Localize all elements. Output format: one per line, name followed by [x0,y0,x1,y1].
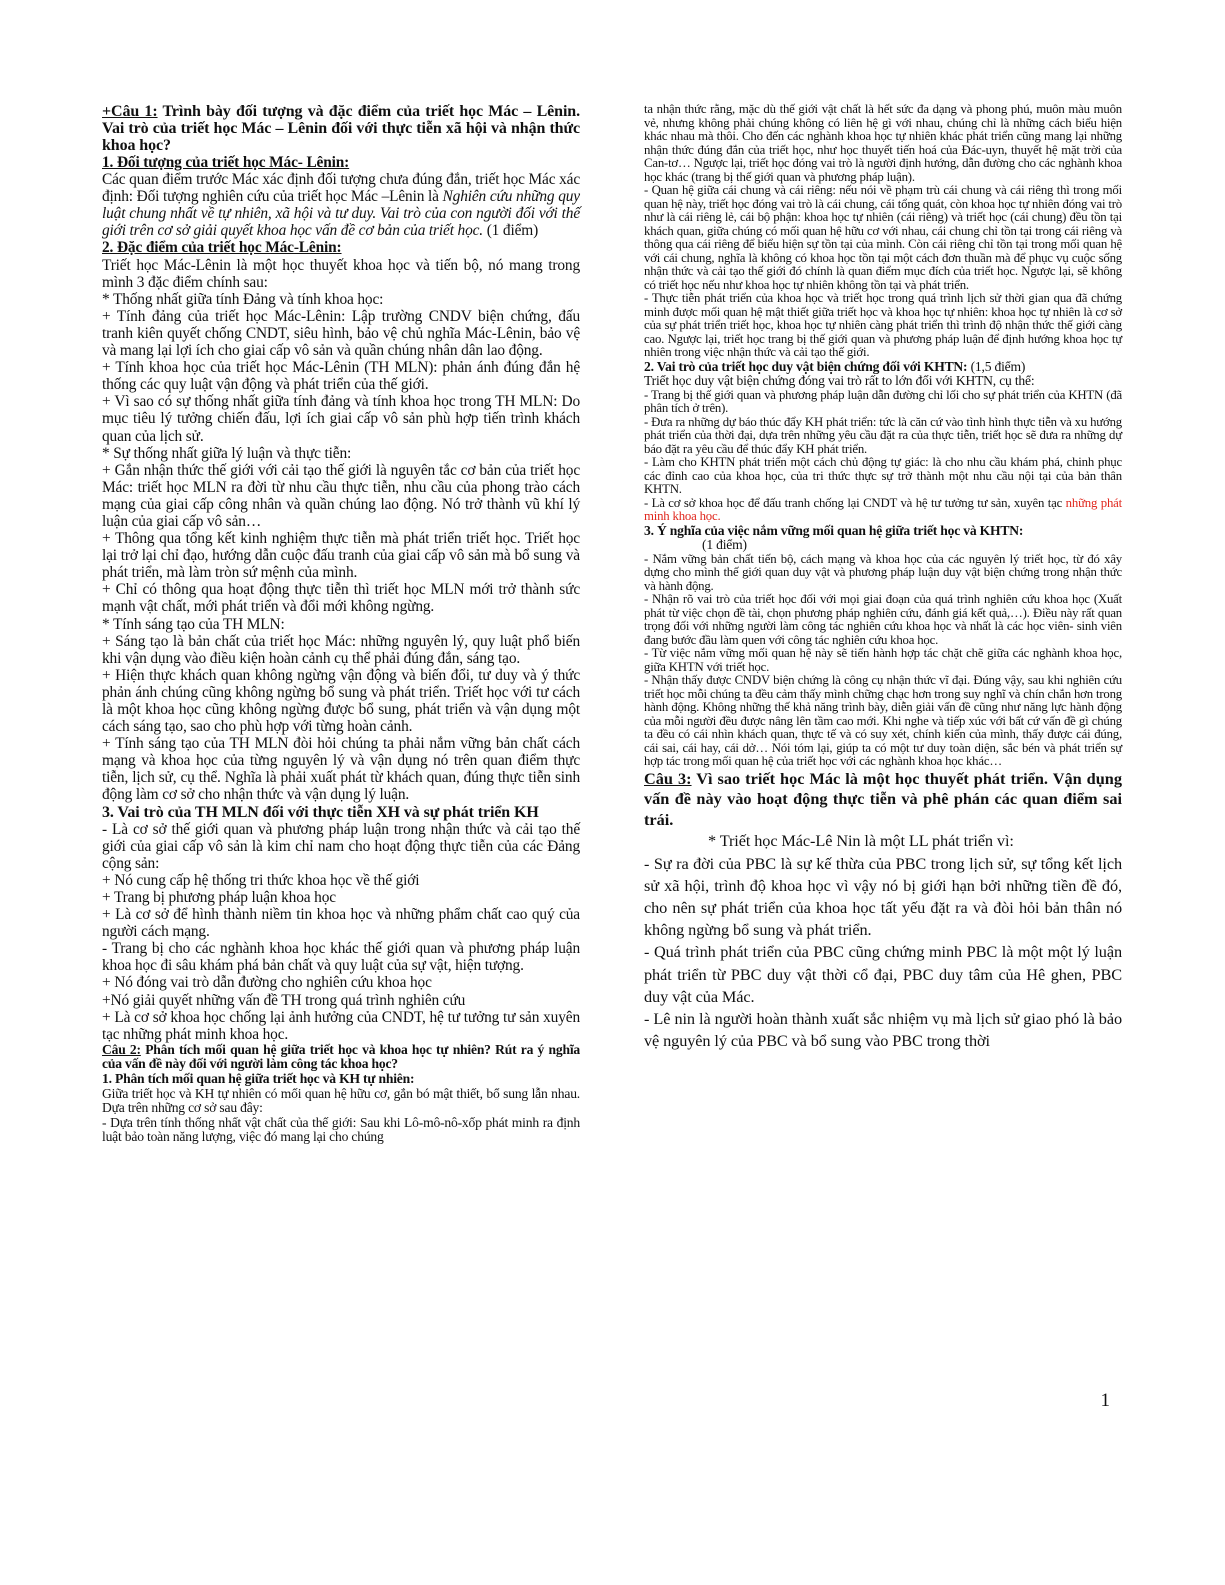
heading-role: 2. Vai trò của triết học duy vật biện chứng đối với KHTN: (1,5 điểm) [644,358,1026,374]
red-highlight-text: những phát minh khoa học. [644,495,1123,524]
paragraph: Triết học duy vật biện chứng đóng vai trò rất to lớn đối với KHTN, cụ thể: [644,373,1035,389]
paragraph: - Sự ra đời của PBC là sự kế thừa của PBC trong lịch sử, sự tổng kết lịch sử xã hội, trình độ khoa học vì vậy nó bị giới hạn bởi những tiền đề đó, cho nên sự phát triển của khoa học tất yếu đặt ra và đòi hỏi bản thân nó không ngừng bổ sung và phát triển. [644,853,1122,940]
paragraph: - Từ việc nắm vững mối quan hệ này sẽ tiến hành hợp tác chặt chẽ giữa các nghành khoa học, giữa KHTN với triết học. [644,646,1122,674]
left-column [102,103,580,1145]
paragraph: + Trang bị phương pháp luận khoa học [102,888,336,906]
question-1-title: +Câu 1: Trình bày đối tượng và đặc điểm của triết học Mác – Lênin. Vai trò của triết học Mác – Lênin đối với thực tiễn xã hội và nhận thức khoa học? [102,103,580,154]
paragraph: - Nhận rõ vai trò của triết học đối với mọi giai đoạn của quá trình nghiên cứu khoa học (Xuất phát từ việc chọn đề tài, chọn phương pháp nghiên cứu, đánh giá kết quả,…). Điều này rất quan trọng đối với những người làm công tác nghiên cứu khoa học và nhất là các học viên- sinh viên đang bước đầu làm quen với công tác nghiên cứu khoa học. [644,592,1122,647]
paragraph: - Thực tiễn phát triển của khoa học và triết học trong quá trình lịch sử thời gian qua đã chứng minh được mối quan hệ mật thiết giữa triết học và khoa học tự nhiên: khoa học tự nhiên là cơ sở của sự phát triển triết học, khoa học tự nhiên càng phát triển thì trình độ nhận thức thế giới càng cao. Ngược lại, triết học trang bị thế giới quan và phương pháp luận để định hướng khoa học tự nhiên trong việc nhận thức và cải tạo thế giới. [644,291,1122,359]
question-1-label: +Câu 1: [102,103,158,120]
paragraph: - Quá trình phát triển của PBC cũng chứng minh PBC là một một lý luận phát triển từ PBC duy vật thời cổ đại, PBC duy tâm của Hê ghen, PBC duy vật của Mác. [644,942,1122,1006]
paragraph: * Thống nhất giữa tính Đảng và tính khoa học: [102,290,384,308]
paragraph: - Là cơ sở thế giới quan và phương pháp luận trong nhận thức và cải tạo thế giới của giai cấp vô sản là kim chỉ nam cho hoạt động thực tiễn của các Đảng cộng sản: [102,820,580,872]
heading-1: 1. Đối tượng của triết học Mác- Lênin: [102,154,350,171]
paragraph: * Sự thống nhất giữa lý luận và thực tiễn: [102,444,352,462]
paragraph: + Gắn nhận thức thế giới với cải tạo thế giới là nguyên tắc cơ bản của triết học Mác: triết học MLN ra đời từ nhu cầu thực tiễn, nhu cầu của phong trào cách mạng của giai cấp công nhân và quần chúng lao động. Nó trở thành vũ khí lý luận của giai cấp vô sản… [102,461,580,530]
paragraph: Các quan điểm trước Mác xác định đối tượng chưa đúng đắn, triết học Mác xác định: Đối tượng nghiên cứu của triết học Mác –Lênin là Nghiên cứu những quy luật chung nhất về tự nhiên, xã hội và tư duy. Vai trò của con người đối với thế giới trên cơ sở giải quyết khoa học vấn đề cơ bản của triết học. (1 điểm) [102,171,580,240]
paragraph: - Trang bị cho các nghành khoa học khác thế giới quan và phương pháp luận khoa học đi sâu khám phá bản chất và quy luật của sự vật, hiện tượng. [102,940,580,975]
paragraph: - Nắm vững bản chất tiến bộ, cách mạng và khoa học của các nguyên lý triết học, từ đó xây dựng cho mình thế giới quan duy vật và phương pháp luận duy vật biện chứng trong nhận thức và hành động. [644,551,1122,593]
question-3-label: Câu 3: [644,768,692,788]
paragraph: - Lê nin là người hoàn thành xuất sắc nhiệm vụ mà lịch sử giao phó là bảo vệ nguyên lý của PBC và bổ sung vào PBC trong thời [644,1009,1122,1051]
paragraph: Triết học Mác-Lênin là một học thuyết khoa học và tiến bộ, nó mang trong mình 3 đặc điểm chính sau: [102,256,580,291]
paragraph: + Nó cung cấp hệ thống tri thức khoa học về thế giới [102,871,420,889]
paragraph: * Triết học Mác-Lê Nin là một LL phát triển vì: [708,831,1014,851]
paragraph: + Chỉ có thông qua hoạt động thực tiễn thì triết học MLN mới trở thành sức mạnh vật chất, mới phát triển và đổi mới không ngừng. [102,581,580,616]
paragraph: - Trang bị thế giới quan và phương pháp luận dẫn đường chỉ lối cho sự phát triển của KHTN (đã phân tích ở trên). [644,387,1122,416]
paragraph: + Là cơ sở khoa học chống lại ảnh hưởng của CNDT, hệ tư tưởng tư sản xuyên tạc những phát minh khoa học. [102,1008,580,1043]
paragraph: + Tính đảng của triết học Mác-Lênin: Lập trường CNDV biện chứng, đấu tranh kiên quyết chống CNDT, siêu hình, bảo vệ chủ nghĩa Mác-Lênin, bảo vệ và mang lại lợi ích cho giai cấp vô sản và quần chúng nhân dân lao động. [102,307,580,360]
paragraph: + Sáng tạo là bản chất của triết học Mác: những nguyên lý, quy luật phổ biến khi vận dụng vào điều kiện hoàn cảnh cụ thể phải đúng đắn, sáng tạo. [102,632,580,667]
paragraph: + Thông qua tổng kết kinh nghiệm thực tiễn mà phát triển triết học. Triết học lại trở lại chỉ đạo, hướng dẫn cuộc đấu tranh của giai cấp vô sản mà bổ sung và phát triển, mà làm tròn sứ mệnh của mình. [102,530,580,582]
paragraph: - Làm cho KHTN phát triển một cách chủ động tự giác: là cho nhu cầu khám phá, chinh phục các đỉnh cao của khoa học, của tri thức thực sự trở thành một nhu cầu nội tại của bản thân KHTN. [644,455,1122,497]
paragraph: - Đưa ra những dự báo thúc đẩy KH phát triển: tức là căn cứ vào tình hình thực tiễn và xu hướng phát triển của thời đại, dựa trên những yêu cầu đặt ra của thực tiễn, triết học sẽ đưa ra những dự báo đặt ra yêu cầu để thúc đẩy KH phát triển. [644,414,1122,456]
paragraph: * Tính sáng tạo của TH MLN: [102,615,285,633]
question-3-title: Câu 3: Vì sao triết học Mác là một học thuyết phát triển. Vận dụng vấn đề này vào hoạt động thực tiễn và phê phán các quan điểm sai trái. [644,768,1122,829]
heading-4: 1. Phân tích mối quan hệ giữa triết học và KH tự nhiên: [102,1070,415,1086]
page-number: 1 [1100,1390,1110,1411]
paragraph: Giữa triết học và KH tự nhiên có mối quan hệ hữu cơ, gắn bó mật thiết, bổ sung lẫn nhau. Dựa trên những cơ sở sau đây: [102,1085,580,1116]
paragraph: - Quan hệ giữa cái chung và cái riêng: nếu nói về phạm trù cái chung và cái riêng thì trong mối quan hệ này, triết học đóng vai trò là cái chung, cái tổng quát, còn khoa học tự nhiên đóng vai trò như là cái riêng lẻ, cái bộ phận: khoa học tự nhiên (cái riêng) và triết học (cái chung) đều tồn tại khách quan, giữa chúng có mối quan hệ hữu cơ với nhau, cái chung chỉ tồn tại trong cái riêng và thông qua cái riêng để biểu hiện sự tồn tại của mình. Còn cái riêng chỉ tồn tại trong mối quan hệ với cái chung, nghĩa là không có khoa học tồn tại một cách đơn thuần mà để phục vụ cuộc sống nhận thức và cải tạo thế giới đó chính là quan điểm mục đích của triết học. Ngược lại, sẽ không có triết học nếu như khoa học tự nhiên không tồn tại và phát triển. [644,183,1122,292]
paragraph: - Nhận thấy được CNDV biện chứng là công cụ nhận thức vĩ đại. Đúng vậy, sau khi nghiên cứu triết học mỗi chúng ta đều cảm thấy mình chững chạc hơn trong suy nghĩ và chín chắn hơn trong hành động. Không những thế khả năng trình bày, diễn giải vấn đề cũng như năng lực hành động của mỗi người đều được nâng lên tầm cao mới. Khi nghe và tiếp xúc với bất cứ vấn đề gì chúng ta đều có cái nhìn khách quan, thực tế và có suy xét, chính kiến của mình, thấy được cái đúng, cái sai, cái hay, cái dở… Nói tóm lại, giúp ta có một tư duy toàn diện, sắc bén và phát triển sự hợp tác trong mối quan hệ của triết học với các nghành khoa học khác… [644,673,1122,769]
paragraph: + Hiện thực khách quan không ngừng vận động và biến đổi, tư duy và ý thức phản ánh chúng cũng không ngừng bổ sung và phát triển. Triết học với tư cách là một khoa học cũng không ngừng được bổ sung, phát triển và vận dụng một cách sáng tạo, sao cho phù hợp với từng hoàn cảnh. [102,666,580,736]
question-2-label: Câu 2: [102,1041,141,1057]
paragraph: + Tính khoa học của triết học Mác-Lênin (TH MLN): phản ánh đúng đắn hệ thống các quy luật vận động và phát triển của thế giới. [102,359,580,394]
paragraph: ta nhận thức rằng, mặc dù thế giới vật chất là hết sức đa dạng và phong phú, muôn màu muôn vẻ, nhưng không phải chúng không có liên hệ gì với nhau, chúng chỉ là những cách biểu hiện khác nhau mà thôi. Cho đến các nghành khoa học tự nhiên khác phát triển cũng mang lại những nhận thức đúng đắn của triết học, như học thuyết tiến hoá của Đác-uyn, thuyết hệ mặt trời của Can-tơ… Ngược lại, triết học đóng vai trò là người định hướng, dẫn đường cho các nghành khoa học khác (trang bị thế giới quan và phương pháp luận). [644,102,1122,184]
heading-meaning: 3. Ý nghĩa của việc nắm vững mối quan hệ giữa triết học và KHTN: [644,522,1024,538]
paragraph: + Tính sáng tạo của TH MLN đòi hỏi chúng ta phải nắm vững bản chất cách mạng và khoa học của từng nguyên lý và vận dụng nó trên quan điểm thực tiễn, lịch sử, cụ thể. Nghĩa là phải xuất phát từ khách quan, đúng thực tiễn sinh động làm cơ sở cho nhận thức và vận dụng lý luận. [102,735,580,804]
question-2-title: Câu 2: Phân tích mối quan hệ giữa triết học và khoa học tự nhiên? Rút ra ý nghĩa của vấn đề này đối với người làm công tác khoa học? [102,1041,580,1072]
paragraph: - Dựa trên tính thống nhất vật chất của thế giới: Sau khi Lô-mô-nô-xốp phát minh ra định luật bảo toàn năng lượng, việc đó mang lại cho chúng [102,1114,580,1145]
score-note: (1 điểm) [702,537,747,553]
paragraph: - Là cơ sở khoa học để đấu tranh chống lại CNDT và hệ tư tưởng tư sản, xuyên tạc những phát minh khoa học. [644,495,1123,524]
right-column [644,103,1122,1052]
paragraph: + Vì sao có sự thống nhất giữa tính đảng và tính khoa học trong TH MLN: Do mục tiêu lý tưởng chiến đấu, lợi ích giai cấp vô sản phù hợp tiến trình khách quan của lịch sử. [102,393,580,445]
paragraph: + Là cơ sở để hình thành niềm tin khoa học và những phẩm chất cao quý của người cách mạng. [102,906,580,941]
paragraph: + Nó đóng vai trò dẫn đường cho nghiên cứu khoa học [102,974,432,992]
paragraph: +Nó giải quyết những vấn đề TH trong quá trình nghiên cứu [102,991,466,1009]
heading-2: 2. Đặc điểm của triết học Mác-Lênin: [102,239,342,257]
heading-3: 3. Vai trò của TH MLN đối với thực tiễn XH và sự phát triển KH [102,803,539,821]
